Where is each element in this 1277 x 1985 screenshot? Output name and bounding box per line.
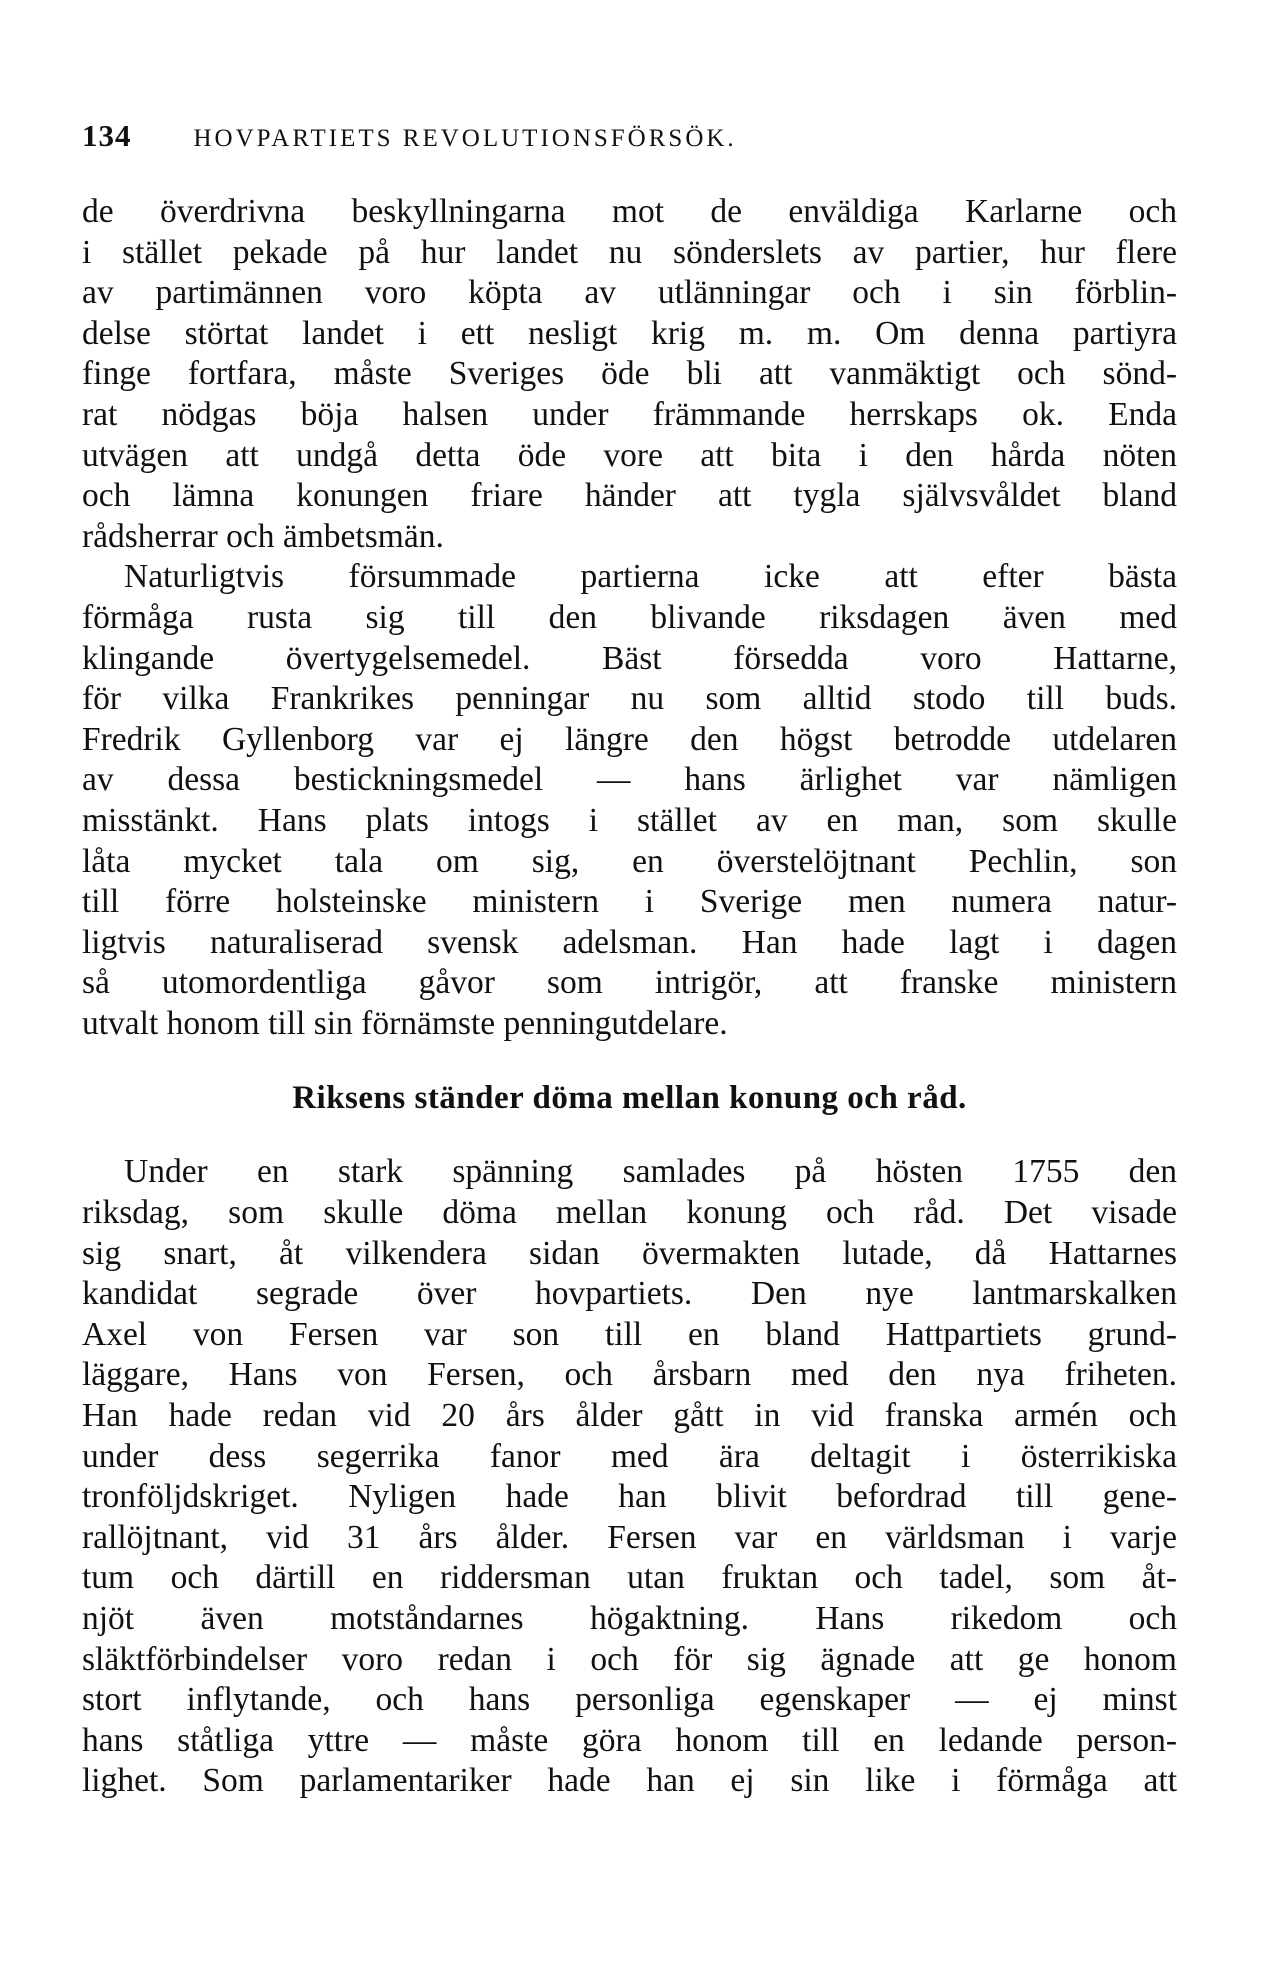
text-line: sig snart, åt vilkendera sidan övermakten lutade, då Hattarnes — [82, 1234, 1177, 1272]
body-text — [82, 192, 1177, 1802]
text-line: låta mycket tala om sig, en överstelöjtnant Pechlin, son — [82, 842, 1177, 880]
text-line: så utomordentliga gåvor som intrigör, att franske ministern — [82, 964, 1177, 1002]
text-line: under dess segerrika fanor med ära deltagit i österrikiska — [82, 1437, 1177, 1475]
text-line: rådsherrar och ämbetsmän. — [82, 517, 444, 555]
text-line: och lämna konungen friare händer att tygla självsvåldet bland — [82, 477, 1177, 515]
text-line: njöt även motståndarnes högaktning. Hans rikedom och — [82, 1600, 1177, 1637]
text-line: utvägen att undgå detta öde vore att bita i den hårda nöten — [82, 436, 1177, 474]
text-line: misstänkt. Hans plats intogs i stället av en man, som skulle — [82, 801, 1177, 839]
text-line: i stället pekade på hur landet nu sönderslets av partier, hur flere — [82, 233, 1177, 271]
text-line: Han hade redan vid 20 års ålder gått in vid franska armén och — [82, 1397, 1177, 1435]
running-head — [82, 118, 1177, 158]
text-line: ligtvis naturaliserad svensk adelsman. Han hade lagt i dagen — [82, 923, 1177, 961]
text-line: rallöjtnant, vid 31 års ålder. Fersen var en världsman i varje — [82, 1518, 1177, 1556]
text-line: Fredrik Gyllenborg var ej längre den högst betrodde utdelaren — [82, 720, 1177, 758]
text-line: släktförbindelser voro redan i och för sig ägnade att ge honom — [82, 1640, 1177, 1678]
text-line: Under en stark spänning samlades på hösten 1755 den — [124, 1153, 1177, 1191]
text-line: utvalt honom till sin förnämste penningutdelare. — [82, 1004, 728, 1042]
text-line: de överdrivna beskyllningarna mot de enväldiga Karlarne och — [82, 193, 1177, 230]
text-line: läggare, Hans von Fersen, och årsbarn med den nya friheten. — [82, 1356, 1177, 1394]
text-line: riksdag, som skulle döma mellan konung och råd. Det visade — [82, 1194, 1177, 1232]
text-line: klingande övertygelsemedel. Bäst försedda voro Hattarne, — [82, 639, 1177, 677]
page-number: 134 — [82, 118, 132, 153]
text-line: kandidat segrade över hovpartiets. Den nye lantmarskalken — [82, 1275, 1177, 1313]
text-line: tronföljdskriget. Nyligen hade han blivit befordrad till gene- — [82, 1478, 1177, 1516]
text-line: av dessa bestickningsmedel — hans ärlighet var nämligen — [82, 761, 1177, 799]
text-line: lighet. Som parlamentariker hade han ej sin like i förmåga att — [82, 1762, 1177, 1800]
text-line: förmåga rusta sig till den blivande riksdagen även med — [82, 598, 1177, 636]
paragraph-2 — [82, 557, 1177, 1044]
paragraph-3 — [82, 1152, 1177, 1802]
text-line: stort inflytande, och hans personliga egenskaper — ej minst — [82, 1681, 1177, 1719]
text-line: av partimännen voro köpta av utlänningar och i sin förblin- — [82, 274, 1177, 312]
section-heading: Riksens ständer döma mellan konung och råd. — [292, 1080, 967, 1117]
text-line: tum och därtill en riddersman utan fruktan och tadel, som åt- — [82, 1559, 1177, 1597]
paragraph-1 — [82, 192, 1177, 557]
text-line: till förre holsteinske ministern i Sverige men numera natur- — [82, 883, 1177, 921]
text-line: för vilka Frankrikes penningar nu som alltid stodo till buds. — [82, 680, 1177, 718]
text-line: delse störtat landet i ett nesligt krig m. m. Om denna partiyra — [82, 314, 1177, 352]
text-line: finge fortfara, måste Sveriges öde bli att vanmäktigt och sönd- — [82, 355, 1177, 393]
text-line: Axel von Fersen var son till en bland Hattpartiets grund- — [82, 1315, 1177, 1353]
running-head-title: HOVPARTIETS REVOLUTIONSFÖRSÖK. — [193, 125, 737, 152]
text-line: hans ståtliga yttre — måste göra honom till en ledande person- — [82, 1721, 1177, 1759]
text-line: rat nödgas böja halsen under främmande herrskaps ok. Enda — [82, 395, 1177, 433]
text-line: Naturligtvis försummade partierna icke att efter bästa — [124, 558, 1177, 596]
